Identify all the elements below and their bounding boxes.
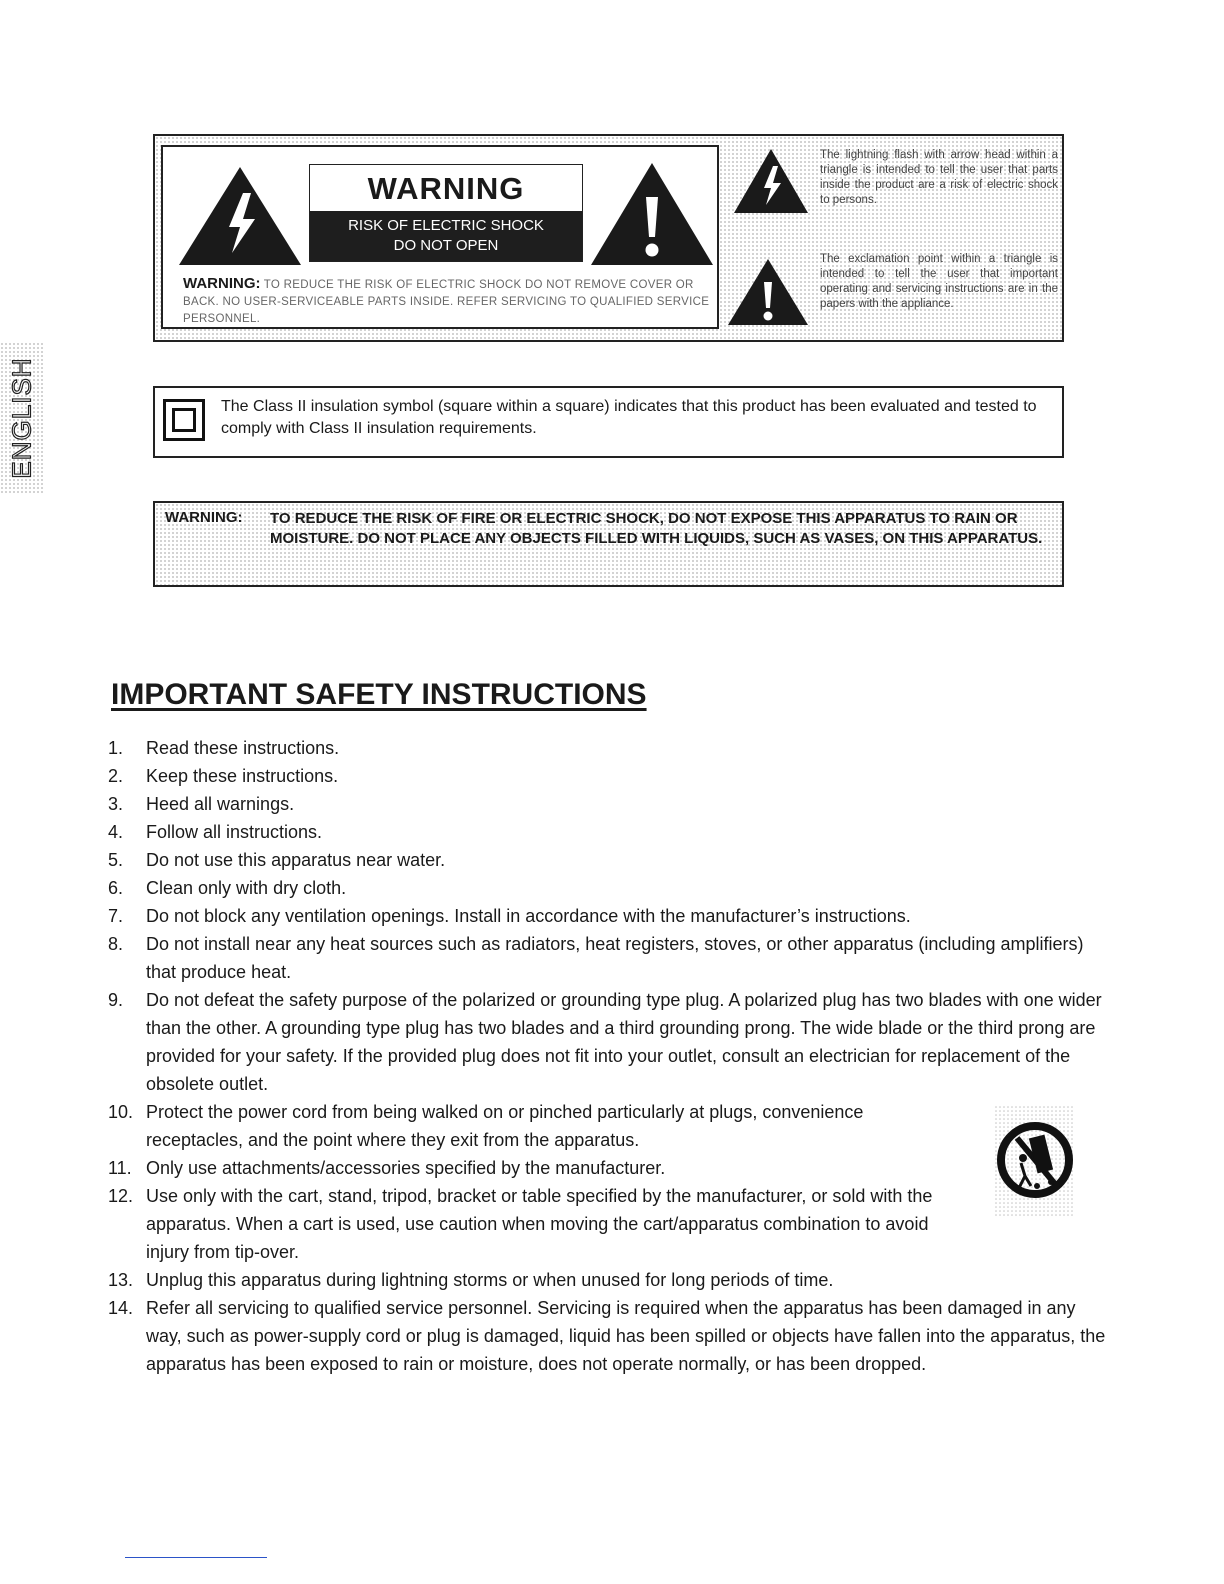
item-number: 1. <box>108 738 124 758</box>
item-number: 13. <box>108 1270 134 1290</box>
item-text: Refer all servicing to qualified service personnel. Servicing is required when the apparatus has been damaged in any way, such as power-supply cord or plug is damaged, liquid has been spilled or objects have fallen into the apparatus, the apparatus has been exposed to rain or moisture, does not operate normally, or has been dropped. <box>146 1298 1106 1374</box>
lightning-description: The lightning flash with arrow head within a triangle is intended to tell the user that parts inside the product are a risk of electric shock to persons. <box>820 149 1058 206</box>
item-text: Do not use this apparatus near water. <box>146 850 446 870</box>
item-number: 11. <box>108 1158 132 1178</box>
item-number: 14. <box>108 1298 134 1318</box>
class-ii-notice <box>153 386 1064 458</box>
class-ii-text: The Class II insulation symbol (square within a square) indicates that this product has been evaluated and tested to comply with Class II insulation requirements. <box>221 398 1037 437</box>
item-number: 6. <box>108 878 124 898</box>
item-number: 10. <box>108 1102 134 1122</box>
fire-warning-text: TO REDUCE THE RISK OF FIRE OR ELECTRIC SHOCK, DO NOT EXPOSE THIS APPARATUS TO RAIN OR MOISTURE. DO NOT PLACE ANY OBJECTS FILLED WITH LIQUIDS, SUCH AS VASES, ON THIS APPARATUS. <box>270 510 1043 547</box>
list-item <box>108 846 1112 874</box>
item-number: 5. <box>108 850 124 870</box>
item-text: Protect the power cord from being walked on or pinched particularly at plugs, convenience receptacles, and the point where they exit from the apparatus. <box>146 1102 864 1150</box>
list-item <box>108 762 1112 790</box>
item-text: Only use attachments/accessories specified by the manufacturer. <box>146 1158 666 1178</box>
exclamation-triangle-icon <box>589 161 715 267</box>
warning-label-title: WARNING <box>367 171 525 206</box>
language-tab <box>0 342 44 494</box>
item-number: 7. <box>108 906 124 926</box>
list-item <box>108 1182 1112 1266</box>
item-text: Read these instructions. <box>146 738 340 758</box>
lightning-triangle-icon <box>177 165 303 267</box>
item-number: 8. <box>108 934 124 954</box>
fire-shock-warning <box>153 501 1064 587</box>
warning-caption-lead: WARNING: <box>183 275 261 292</box>
warning-label <box>309 164 583 262</box>
item-text: Clean only with dry cloth. <box>146 878 347 898</box>
item-text: Do not install near any heat sources such as radiators, heat registers, stoves, or other apparatus (including amplifiers) that produce heat. <box>146 934 1084 982</box>
safety-title: IMPORTANT SAFETY INSTRUCTIONS <box>111 678 647 711</box>
item-number: 12. <box>108 1186 134 1206</box>
class-ii-insulation-icon <box>163 399 205 441</box>
warning-caption <box>183 275 723 328</box>
warning-label-line1: RISK OF ELECTRIC SHOCK <box>348 217 544 234</box>
item-number: 3. <box>108 794 124 814</box>
list-item <box>108 818 1112 846</box>
item-text: Do not defeat the safety purpose of the polarized or grounding type plug. A polarized plug has two blades with one wider than the other. A grounding type plug has two blades and a third grounding prong. The wide blade or the third prong are provided for your safety. If the provided plug does not fit into your outlet, consult an electrician for replacement of the obsolete outlet. <box>146 990 1102 1094</box>
item-text: Keep these instructions. <box>146 766 339 786</box>
list-item <box>108 902 1112 930</box>
item-number: 2. <box>108 766 124 786</box>
warning-label-panel <box>161 145 719 329</box>
warning-caption-text: TO REDUCE THE RISK OF ELECTRIC SHOCK DO NOT REMOVE COVER OR BACK. NO USER-SERVICEABLE PARTS INSIDE. REFER SERVICING TO QUALIFIED SERVICE PERSONNEL. <box>183 279 710 325</box>
list-item <box>108 874 1112 902</box>
list-item <box>108 986 1112 1098</box>
item-text: Do not block any ventilation openings. Install in accordance with the manufacturer’s instructions. <box>146 906 911 926</box>
list-item <box>108 734 1112 762</box>
list-item <box>108 1266 1112 1294</box>
list-item <box>108 790 1112 818</box>
item-text: Use only with the cart, stand, tripod, bracket or table specified by the manufacturer, or sold with the apparatus. When a cart is used, use caution when moving the cart/apparatus combination to avoid injury from tip-over. <box>146 1186 933 1262</box>
list-item <box>108 1098 1112 1154</box>
fire-warning-label: WARNING: <box>165 509 243 526</box>
warning-label-line2: DO NOT OPEN <box>393 237 499 254</box>
instructions-list <box>108 734 1112 1378</box>
warning-label-bar <box>310 211 582 261</box>
exclamation-triangle-icon <box>727 258 809 326</box>
item-text: Heed all warnings. <box>146 794 295 814</box>
list-item <box>108 930 1112 986</box>
exclamation-description: The exclamation point within a triangle is intended to tell the user that important operating and servicing instructions are in the papers with the appliance. <box>820 253 1058 310</box>
language-tab-label: ENGLISH <box>6 357 37 479</box>
lightning-triangle-icon <box>733 148 809 214</box>
item-number: 4. <box>108 822 124 842</box>
footer-rule <box>125 1557 267 1558</box>
cart-tip-over-warning-icon <box>995 1106 1073 1218</box>
shock-warning-panel <box>153 134 1064 342</box>
item-text: Follow all instructions. <box>146 822 323 842</box>
list-item <box>108 1294 1112 1378</box>
item-number: 9. <box>108 990 124 1010</box>
list-item <box>108 1154 1112 1182</box>
item-text: Unplug this apparatus during lightning storms or when unused for long periods of time. <box>146 1270 834 1290</box>
